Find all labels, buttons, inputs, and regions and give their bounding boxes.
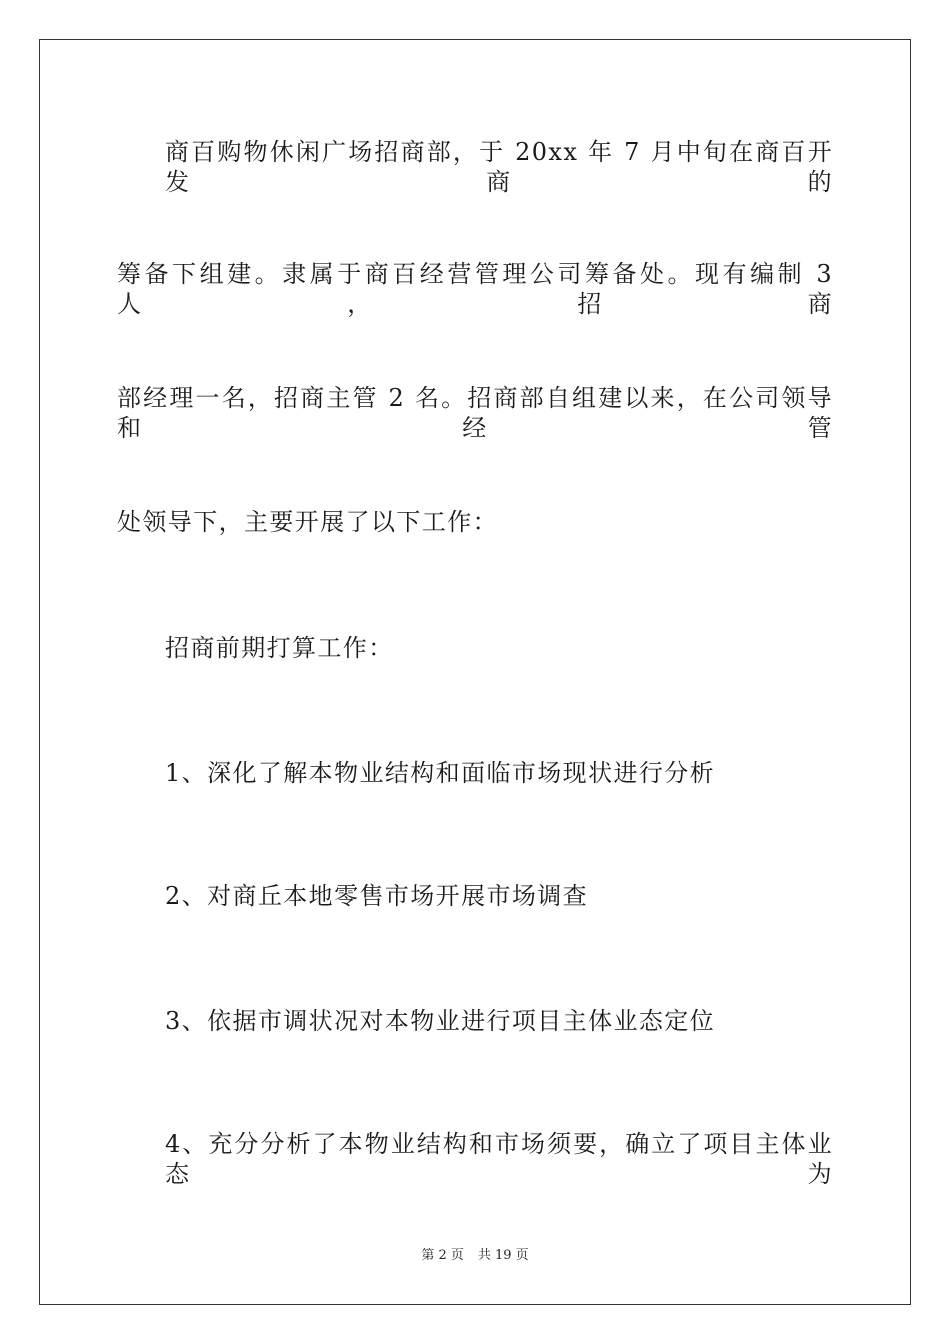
list-item-2: 2、对商丘本地零售市场开展市场调查 [165, 882, 589, 910]
list-item-3: 3、依据市调状况对本物业进行项目主体业态定位 [165, 1007, 716, 1035]
page-number: 第 2 页 [421, 1248, 464, 1263]
page-border [39, 39, 911, 1305]
list-item-4: 4、充分分析了本物业结构和市场须要，确立了项目主体业态为 [165, 1130, 833, 1188]
list-item-1: 1、深化了解本物业结构和面临市场现状进行分析 [165, 759, 716, 787]
paragraph-line-1: 商百购物休闲广场招商部，于 20xx 年 7 月中旬在商百开发商的 [165, 138, 833, 196]
paragraph-line-4: 处领导下，主要开展了以下工作： [117, 508, 498, 536]
page-footer [0, 1247, 950, 1265]
paragraph-line-2: 筹备下组建。隶属于商百经营管理公司筹备处。现有编制 3 人，招商 [117, 260, 833, 318]
section-heading: 招商前期打算工作： [165, 634, 394, 662]
paragraph-line-3: 部经理一名，招商主管 2 名。招商部自组建以来，在公司领导和经管 [117, 384, 833, 442]
total-pages: 共 19 页 [477, 1248, 529, 1263]
